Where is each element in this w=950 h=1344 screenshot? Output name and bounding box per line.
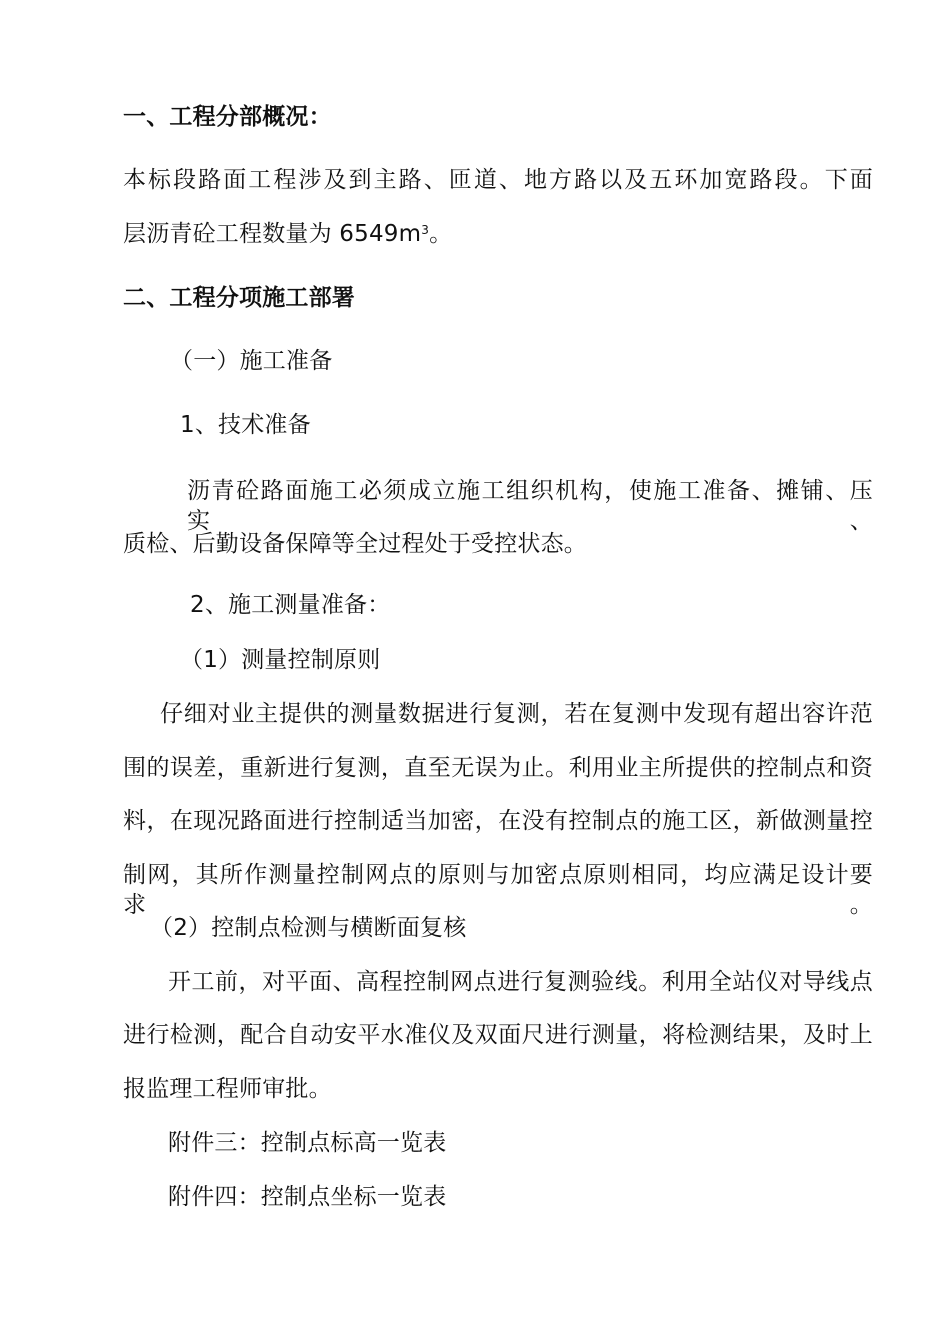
- control-check-line-3: 报监理工程师审批。: [123, 1076, 332, 1102]
- section-1-heading: 一、工程分部概况：: [123, 104, 332, 130]
- technical-prep-line-1: 沥青砼路面施工必须成立施工组织机构，使施工准备、摊铺、压实、: [187, 478, 873, 534]
- section-1-paragraph-line-2: [123, 219, 452, 249]
- section-2-heading: 二、工程分项施工部署: [123, 285, 355, 311]
- item-technical-prep: 1、技术准备: [180, 412, 311, 438]
- control-check-line-1: 开工前，对平面、高程控制网点进行复测验线。利用全站仪对导线点: [168, 969, 873, 995]
- survey-principle-line-2: 围的误差，重新进行复测，直至无误为止。利用业主所提供的控制点和资: [123, 755, 873, 781]
- technical-prep-line-2: 质检、后勤设备保障等全过程处于受控状态。: [123, 531, 587, 557]
- item-control-point-check: （2）控制点检测与横断面复核: [150, 915, 467, 941]
- cubic-superscript: 3: [421, 223, 430, 237]
- subsection-preparation: （一）施工准备: [170, 348, 333, 374]
- survey-principle-line-4: 制网，其所作测量控制网点的原则与加密点原则相同，均应满足设计要求。: [123, 862, 873, 918]
- quantity-text-suffix: 。: [429, 221, 453, 247]
- survey-principle-line-1: 仔细对业主提供的测量数据进行复测，若在复测中发现有超出容许范: [160, 701, 873, 727]
- attachment-4: 附件四：控制点坐标一览表: [168, 1184, 447, 1210]
- item-survey-control-principle: （1）测量控制原则: [180, 647, 381, 673]
- control-check-line-2: 进行检测，配合自动安平水准仪及双面尺进行测量，将检测结果，及时上: [123, 1022, 873, 1048]
- attachment-3: 附件三：控制点标高一览表: [168, 1130, 447, 1156]
- survey-principle-line-3: 料，在现况路面进行控制适当加密，在没有控制点的施工区，新做测量控: [123, 808, 873, 834]
- section-1-paragraph-line-1: 本标段路面工程涉及到主路、匝道、地方路以及五环加宽路段。下面: [123, 167, 873, 193]
- quantity-text: 层沥青砼工程数量为 6549m: [123, 221, 422, 247]
- item-survey-prep: 2、施工测量准备：: [190, 592, 391, 618]
